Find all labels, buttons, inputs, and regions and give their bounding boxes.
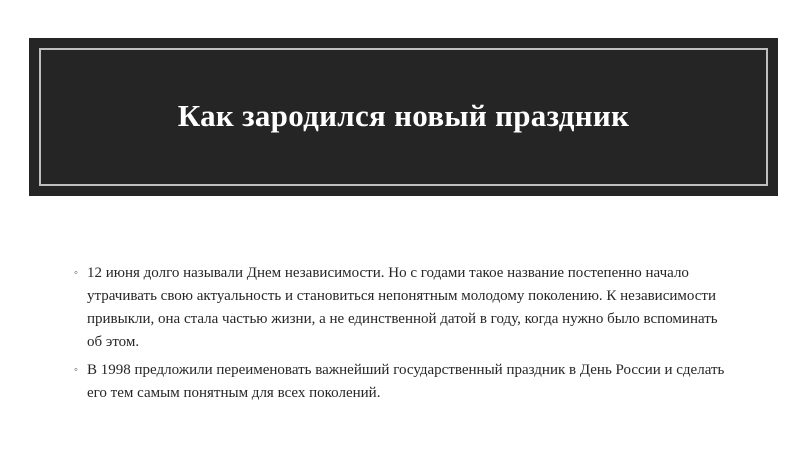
bullet-text: 12 июня долго называли Днем независимости. Но с годами такое название постепенно начало утрачивать свою актуальность и становиться непонятным молодому поколению. К независимости привыкли, она стала частью жизни, а не единственной датой в году, когда нужно было вспоминать об этом. [87,265,718,350]
title-banner [29,38,778,196]
title-frame [39,48,768,186]
bullet-item [74,262,730,354]
bullet-item [74,359,730,405]
bullet-marker-icon: ◦ [74,364,78,376]
bullet-text: В 1998 предложили переименовать важнейший государственный праздник в День России и сделать его тем самым понятным для всех поколений. [87,362,725,401]
bullet-marker-icon: ◦ [74,267,78,279]
bullet-list [74,262,730,410]
slide-title: Как зародился новый праздник [177,98,630,133]
